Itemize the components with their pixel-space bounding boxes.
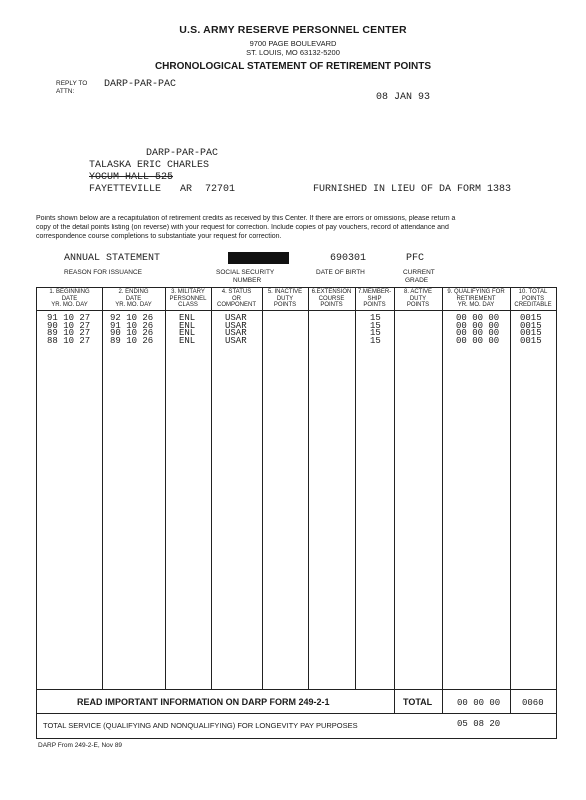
table-row: ENL [179, 335, 196, 346]
table-row: 91 10 26 [110, 320, 154, 331]
table-row: 91 10 27 [47, 313, 91, 323]
col-beginning-date: 1. BEGINNING DATE YR. MO. DAY [49, 289, 90, 309]
col-active-duty: 8. ACTIVE DUTY POINTS [403, 289, 432, 309]
grade-label-line-1: CURRENT [403, 269, 435, 276]
table-row: 90 10 27 [47, 320, 91, 331]
table-row: 89 10 26 [110, 335, 154, 346]
intro-line-1: Points shown below are a recapitulation of retirement credits as received by this Center. If there are errors or omissions, please return a [36, 215, 456, 222]
ssn-label-line-2: NUMBER [233, 277, 262, 284]
col-inactive-duty: 5. INACTIVE DUTY POINTS [267, 289, 303, 309]
dob-value: 690301 [330, 253, 367, 264]
ssn-label-line-1: SOCIAL SECURITY [216, 269, 275, 276]
redacted-ssn [228, 252, 289, 264]
grade-value: PFC [406, 253, 425, 264]
addressee-street: YOCUM HALL 525 [89, 172, 174, 183]
addressee-office: DARP-PAR-PAC [146, 148, 219, 159]
addressee-state: AR [180, 184, 193, 195]
total-points: 0060 [522, 698, 544, 708]
data-beginning-dates [47, 315, 90, 345]
table-row: USAR [225, 313, 247, 323]
attn-label: ATTN: [56, 88, 75, 95]
table-row: ENL [179, 328, 196, 338]
data-qualifying [456, 315, 499, 345]
total-label: TOTAL [403, 697, 433, 707]
col-status: 4. STATUS OR COMPONENT [217, 289, 256, 309]
total-service-label: TOTAL SERVICE (QUALIFYING AND NONQUALIFYING) FOR LONGEVITY PAY PURPOSES [43, 721, 358, 730]
table-row: 92 10 26 [110, 313, 154, 323]
organization-name: U.S. ARMY RESERVE PERSONNEL CENTER [179, 24, 407, 36]
intro-line-3: correspondence course completions to substantiate your request for correction. [36, 233, 282, 240]
table-row: 88 10 27 [47, 335, 91, 346]
grade-label-line-2: GRADE [405, 277, 429, 284]
table-row: 15 [370, 320, 381, 331]
data-total-points [520, 315, 542, 345]
col-military-class: 3. MILITARY PERSONNEL CLASS [169, 289, 207, 309]
addressee-zip: 72701 [205, 184, 236, 195]
table-row: ENL [179, 313, 196, 323]
table-row: USAR [225, 320, 247, 331]
col-membership: 7.MEMBER- SHIP POINTS [357, 289, 392, 309]
table-row: 15 [370, 328, 381, 338]
address-line-2: ST. LOUIS, MO 63132-5200 [246, 48, 340, 57]
data-military-class [179, 315, 195, 345]
table-row: 90 10 26 [110, 328, 154, 338]
address-line-1: 9700 PAGE BOULEVARD [249, 39, 337, 48]
statement-date: 08 JAN 93 [376, 92, 431, 103]
table-row: USAR [225, 328, 247, 338]
form-identifier: DARP From 249-2-E, Nov 89 [38, 742, 123, 749]
table-row: 0015 [520, 313, 542, 323]
table-row: 0015 [520, 320, 542, 331]
total-service-value: 05 08 20 [457, 719, 501, 729]
document-title: CHRONOLOGICAL STATEMENT OF RETIREMENT POINTS [154, 61, 432, 72]
reason-value: ANNUAL STATEMENT [64, 253, 161, 264]
total-qualifying: 00 00 00 [457, 698, 501, 708]
furnished-note: FURNISHED IN LIEU OF DA FORM 1383 [313, 184, 512, 195]
col-total-points: 10. TOTAL POINTS CREDITABLE [514, 289, 552, 309]
table-row: 0015 [520, 328, 542, 338]
col-qualifying: 9. QUALIFYING FOR RETIREMENT YR. MO. DAY [447, 289, 505, 309]
data-ending-dates [110, 315, 153, 345]
addressee-name: TALASKA ERIC CHARLES [89, 160, 210, 171]
table-row: 15 [370, 335, 381, 346]
col-ending-date: 2. ENDING DATE YR. MO. DAY [115, 289, 152, 309]
table-row: 89 10 27 [47, 328, 91, 338]
addressee-city: FAYETTEVILLE [89, 184, 162, 195]
table-row: 00 00 00 [456, 320, 500, 331]
table-row: USAR [225, 335, 247, 346]
table-row: 0015 [520, 335, 542, 346]
data-membership [370, 315, 381, 345]
reply-office: DARP-PAR-PAC [104, 79, 177, 90]
points-table [36, 287, 557, 739]
table-row: 15 [370, 313, 381, 323]
table-row: 00 00 00 [456, 335, 500, 346]
table-row: 00 00 00 [456, 313, 500, 323]
data-status [225, 315, 247, 345]
dob-label: DATE OF BIRTH [316, 269, 365, 276]
reply-to-label: REPLY TO [56, 80, 88, 87]
reason-label: REASON FOR ISSUANCE [64, 269, 143, 276]
important-info-note: READ IMPORTANT INFORMATION ON DARP FORM 249-2-1 [77, 697, 330, 707]
intro-line-2: copy of the detail points listing (on reverse) with your request for correction. Include copies of pay vouchers, record of attendance and [36, 224, 449, 231]
table-row: ENL [179, 320, 196, 331]
table-row: 00 00 00 [456, 328, 500, 338]
col-extension-course: 6.EXTENSION COURSE POINTS [311, 289, 352, 309]
